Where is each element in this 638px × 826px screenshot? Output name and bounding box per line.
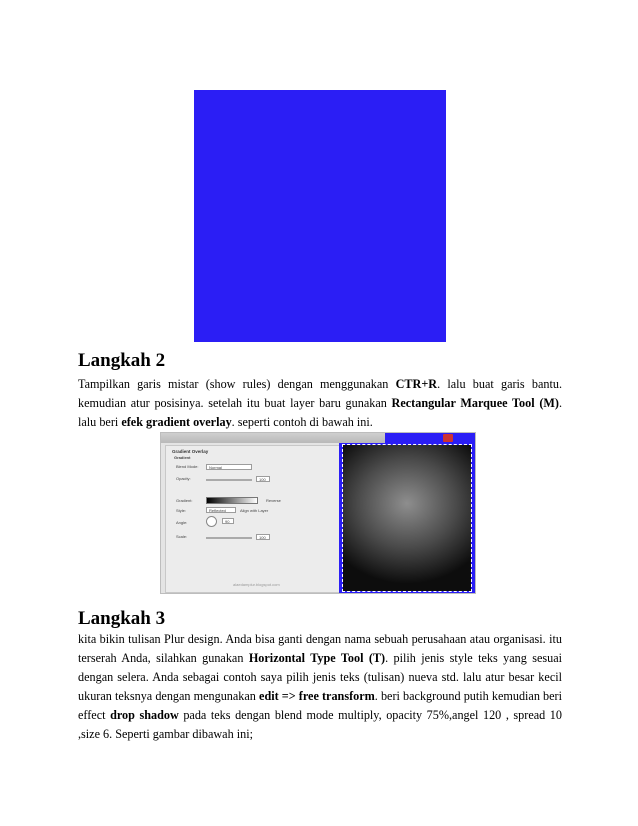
style-label: Style: bbox=[176, 508, 187, 513]
p3-bold-free-transform: edit => free transform bbox=[259, 689, 375, 703]
scale-field[interactable] bbox=[256, 534, 270, 540]
angle-value: 90 bbox=[225, 519, 230, 524]
p3-bold-drop-shadow: drop shadow bbox=[110, 708, 179, 722]
layer-style-panel bbox=[165, 445, 341, 593]
p2-bold-gradient: efek gradient overlay bbox=[121, 415, 232, 429]
blend-mode-label: Blend Mode: bbox=[176, 464, 199, 469]
p3-text-2: . pilih jenis style teks yang sesuai dengan selera. Anda sebagai contoh saya pilih jenis teks (tulisan) nueva std. lalu atur besar kecil ukuran teksnya dengan mengunakan bbox=[78, 651, 562, 703]
align-with-layer-checkbox[interactable]: Align with Layer bbox=[240, 508, 269, 513]
p3-text-1: kita bikin tulisan Plur design. Anda bisa ganti dengan nama sebuah perusahaan atau organisasi. itu terserah Anda, silahkan gunakan bbox=[78, 632, 562, 665]
section-title: Gradient Overlay bbox=[172, 449, 209, 454]
opacity-value: 100 bbox=[259, 477, 266, 482]
heading-langkah-3: Langkah 3 bbox=[78, 608, 166, 629]
blend-mode-value: Normal bbox=[209, 465, 222, 470]
p2-text-2: . lalu buat garis bantu. kemudian atur posisinya. setelah itu buat layer baru gunakan bbox=[78, 377, 562, 410]
p2-bold-marquee: Rectangular Marquee Tool (M) bbox=[391, 396, 559, 410]
paragraph-langkah-2 bbox=[78, 375, 562, 432]
blog-watermark: alaedamplur.blogspot.com bbox=[233, 582, 280, 587]
p2-text-3: . lalu beri bbox=[78, 396, 562, 429]
opacity-slider[interactable] bbox=[206, 479, 252, 481]
close-icon bbox=[443, 434, 453, 442]
heading-langkah-2: Langkah 2 bbox=[78, 350, 166, 371]
p2-text-1: Tampilkan garis mistar (show rules) dengan menggunakan bbox=[78, 377, 396, 391]
photoshop-gradient-overlay-screenshot bbox=[160, 432, 476, 594]
titlebar-blue-strip bbox=[385, 433, 475, 443]
scale-slider[interactable] bbox=[206, 537, 252, 539]
opacity-label: Opacity: bbox=[176, 476, 191, 481]
opacity-field[interactable] bbox=[256, 476, 270, 482]
gradient-label: Gradient: bbox=[176, 498, 193, 503]
reverse-checkbox-label[interactable]: Reverse bbox=[266, 498, 281, 503]
document-canvas bbox=[339, 443, 476, 594]
p2-text-4: . seperti contoh di bawah ini. bbox=[231, 415, 373, 429]
screenshot-titlebar bbox=[161, 433, 475, 443]
p3-bold-type-tool: Horizontal Type Tool (T) bbox=[248, 651, 386, 665]
gradient-subtitle: Gradient bbox=[174, 455, 191, 460]
style-value: Reflected bbox=[209, 508, 226, 513]
scale-value: 100 bbox=[259, 535, 266, 540]
marquee-selection bbox=[342, 444, 472, 592]
gradient-picker[interactable] bbox=[206, 497, 258, 504]
angle-field[interactable] bbox=[222, 518, 234, 524]
p3-text-4: pada teks dengan blend mode multiply, opacity 75%,angel 120 , spread 10 ,size 6. Seperti gambar dibawah ini; bbox=[78, 708, 562, 741]
angle-label: Angle: bbox=[176, 520, 188, 525]
style-select[interactable] bbox=[206, 507, 236, 513]
p3-text-3: . beri background putih kemudian beri effect bbox=[78, 689, 562, 722]
blend-mode-select[interactable] bbox=[206, 464, 252, 470]
p2-bold-ctr-r: CTR+R bbox=[395, 377, 438, 391]
scale-label: Scale: bbox=[176, 534, 188, 539]
blue-square-image bbox=[194, 90, 446, 342]
paragraph-langkah-3 bbox=[78, 630, 562, 744]
angle-dial[interactable] bbox=[206, 516, 217, 527]
